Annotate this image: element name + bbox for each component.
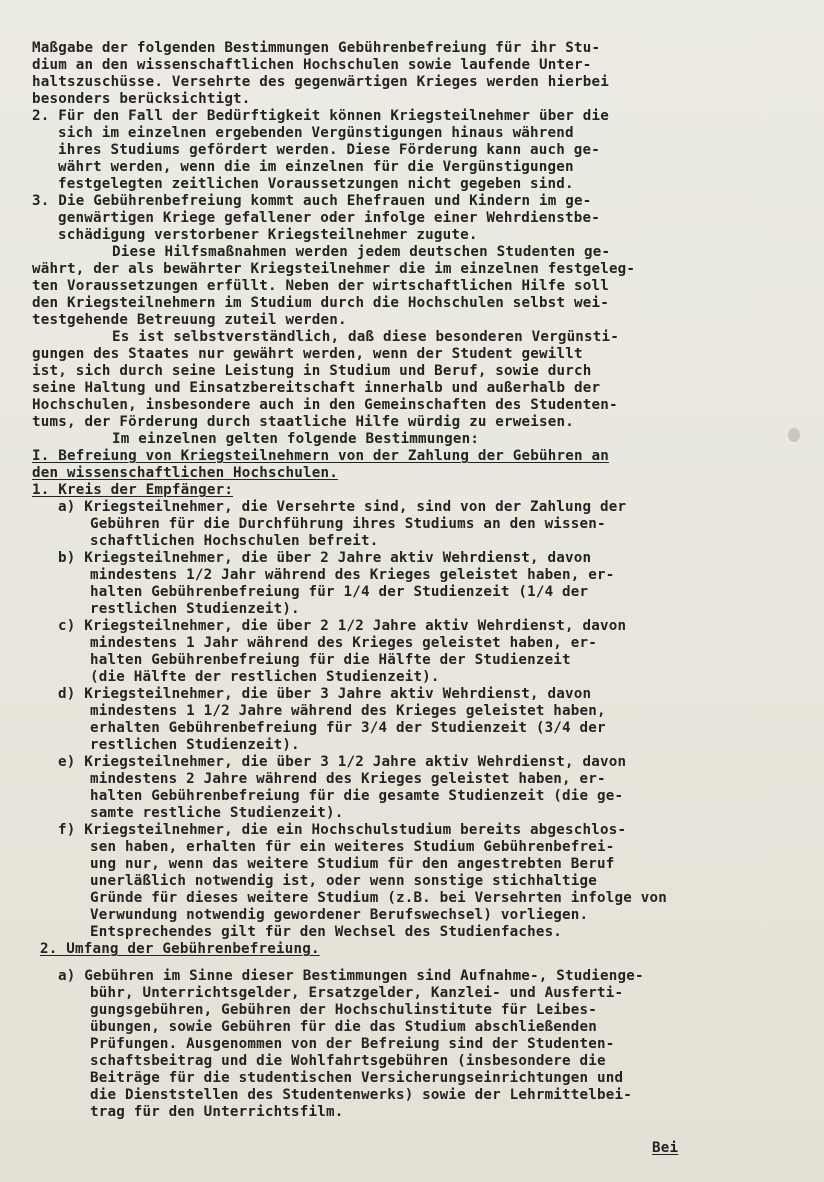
text-line: a) Kriegsteilnehmer, die Versehrte sind, sind von der Zahlung der (58, 499, 627, 515)
text-line: samte restliche Studienzeit). (90, 805, 344, 821)
text-line: 3. Die Gebührenbefreiung kommt auch Ehefrauen und Kindern im ge- (32, 193, 592, 209)
punch-hole-mark (788, 428, 800, 442)
text-line: 2. Für den Fall der Bedürftigkeit können Kriegsteilnehmer über die (32, 108, 609, 124)
text-line: testgehende Betreuung zuteil werden. (32, 312, 347, 328)
subsection-heading: 1. Kreis der Empfänger: (32, 482, 234, 498)
text-line: a) Gebühren im Sinne dieser Bestimmungen sind Aufnahme-, Studienge- (58, 968, 644, 984)
text-line: gungen des Staates nur gewährt werden, wenn der Student gewillt (32, 346, 583, 362)
text-line: trag für den Unterrichtsfilm. (90, 1104, 344, 1120)
text-line: schaftsbeitrag und die Wohlfahrtsgebühren (insbesondere die (90, 1053, 606, 1069)
text-line: festgelegten zeitlichen Voraussetzungen nicht gegeben sind. (58, 176, 574, 192)
text-line: erhalten Gebührenbefreiung für 3/4 der Studienzeit (3/4 der (90, 720, 606, 736)
text-line: besonders berücksichtigt. (32, 91, 251, 107)
text-line: die Dienststellen des Studentenwerks) sowie der Lehrmittelbei- (90, 1087, 632, 1103)
text-line: Beiträge für die studentischen Versicherungseinrichtungen und (90, 1070, 624, 1086)
section-heading: I. Befreiung von Kriegsteilnehmern von der Zahlung der Gebühren an (32, 448, 609, 464)
text-line: mindestens 1/2 Jahr während des Krieges geleistet haben, er- (90, 567, 615, 583)
catchword: Bei (652, 1140, 679, 1156)
text-line: halten Gebührenbefreiung für die gesamte Studienzeit (die ge- (90, 788, 624, 804)
text-line: (die Hälfte der restlichen Studienzeit). (90, 669, 440, 685)
text-line: sen haben, erhalten für ein weiteres Studium Gebührenbefrei- (90, 839, 615, 855)
text-line: ung nur, wenn das weitere Studium für den angestrebten Beruf (90, 856, 615, 872)
text-line: d) Kriegsteilnehmer, die über 3 Jahre aktiv Wehrdienst, davon (58, 686, 592, 702)
text-line: restlichen Studienzeit). (90, 601, 300, 617)
text-line: Gründe für dieses weitere Studium (z.B. bei Versehrten infolge von (90, 890, 667, 906)
text-line: b) Kriegsteilnehmer, die über 2 Jahre aktiv Wehrdienst, davon (58, 550, 592, 566)
text-line: e) Kriegsteilnehmer, die über 3 1/2 Jahre aktiv Wehrdienst, davon (58, 754, 627, 770)
text-line: mindestens 2 Jahre während des Krieges geleistet haben, er- (90, 771, 606, 787)
text-line: halten Gebührenbefreiung für die Hälfte der Studienzeit (90, 652, 571, 668)
text-line: Maßgabe der folgenden Bestimmungen Gebührenbefreiung für ihr Stu- (32, 40, 601, 56)
text-line: Diese Hilfsmaßnahmen werden jedem deutschen Studenten ge- (112, 244, 611, 260)
text-line: schädigung verstorbener Kriegsteilnehmer zugute. (58, 227, 478, 243)
text-line: dium an den wissenschaftlichen Hochschulen sowie laufende Unter- (32, 57, 592, 73)
subsection-heading: 2. Umfang der Gebührenbefreiung. (40, 941, 320, 957)
text-line: bühr, Unterrichtsgelder, Ersatzgelder, Kanzlei- und Ausferti- (90, 985, 624, 1001)
section-heading: den wissenschaftlichen Hochschulen. (32, 465, 338, 481)
text-line: tums, der Förderung durch staatliche Hilfe würdig zu erweisen. (32, 414, 574, 430)
text-line: übungen, sowie Gebühren für die das Studium abschließenden (90, 1019, 598, 1035)
text-line: währt werden, wenn die im einzelnen für die Vergünstigungen (58, 159, 574, 175)
text-line: Es ist selbstverständlich, daß diese besonderen Vergünsti- (112, 329, 620, 345)
text-line: den Kriegsteilnehmern im Studium durch die Hochschulen selbst wei- (32, 295, 609, 311)
text-line: restlichen Studienzeit). (90, 737, 300, 753)
text-line: ihres Studiums gefördert werden. Diese Förderung kann auch ge- (58, 142, 600, 158)
text-line: genwärtigen Kriege gefallener oder infolge einer Wehrdienstbe- (58, 210, 600, 226)
text-line: ten Voraussetzungen erfüllt. Neben der wirtschaftlichen Hilfe soll (32, 278, 609, 294)
text-line: Verwundung notwendig gewordener Berufswechsel) vorliegen. (90, 907, 589, 923)
text-line: mindestens 1 Jahr während des Krieges geleistet haben, er- (90, 635, 598, 651)
text-line: Im einzelnen gelten folgende Bestimmungen: (112, 431, 480, 447)
text-line: währt, der als bewährter Kriegsteilnehmer die im einzelnen festgeleg- (32, 261, 636, 277)
text-line: ist, sich durch seine Leistung in Studium und Beruf, sowie durch (32, 363, 592, 379)
text-line: f) Kriegsteilnehmer, die ein Hochschulstudium bereits abgeschlos- (58, 822, 627, 838)
text-line: Entsprechendes gilt für den Wechsel des Studienfaches. (90, 924, 563, 940)
text-line: haltszuschüsse. Versehrte des gegenwärtigen Krieges werden hierbei (32, 74, 609, 90)
text-line: schaftlichen Hochschulen befreit. (90, 533, 379, 549)
text-line: c) Kriegsteilnehmer, die über 2 1/2 Jahre aktiv Wehrdienst, davon (58, 618, 627, 634)
text-line: mindestens 1 1/2 Jahre während des Krieges geleistet haben, (90, 703, 606, 719)
text-line: unerläßlich notwendig ist, oder wenn sonstige stichhaltige (90, 873, 598, 889)
text-line: seine Haltung und Einsatzbereitschaft innerhalb und außerhalb der (32, 380, 601, 396)
text-line: halten Gebührenbefreiung für 1/4 der Studienzeit (1/4 der (90, 584, 589, 600)
text-line: gungsgebühren, Gebühren der Hochschulinstitute für Leibes- (90, 1002, 598, 1018)
text-line: sich im einzelnen ergebenden Vergünstigungen hinaus während (58, 125, 574, 141)
text-line: Hochschulen, insbesondere auch in den Gemeinschaften des Studenten- (32, 397, 618, 413)
text-line: Gebühren für die Durchführung ihres Studiums an den wissen- (90, 516, 606, 532)
text-line: Prüfungen. Ausgenommen von der Befreiung sind der Studenten- (90, 1036, 615, 1052)
